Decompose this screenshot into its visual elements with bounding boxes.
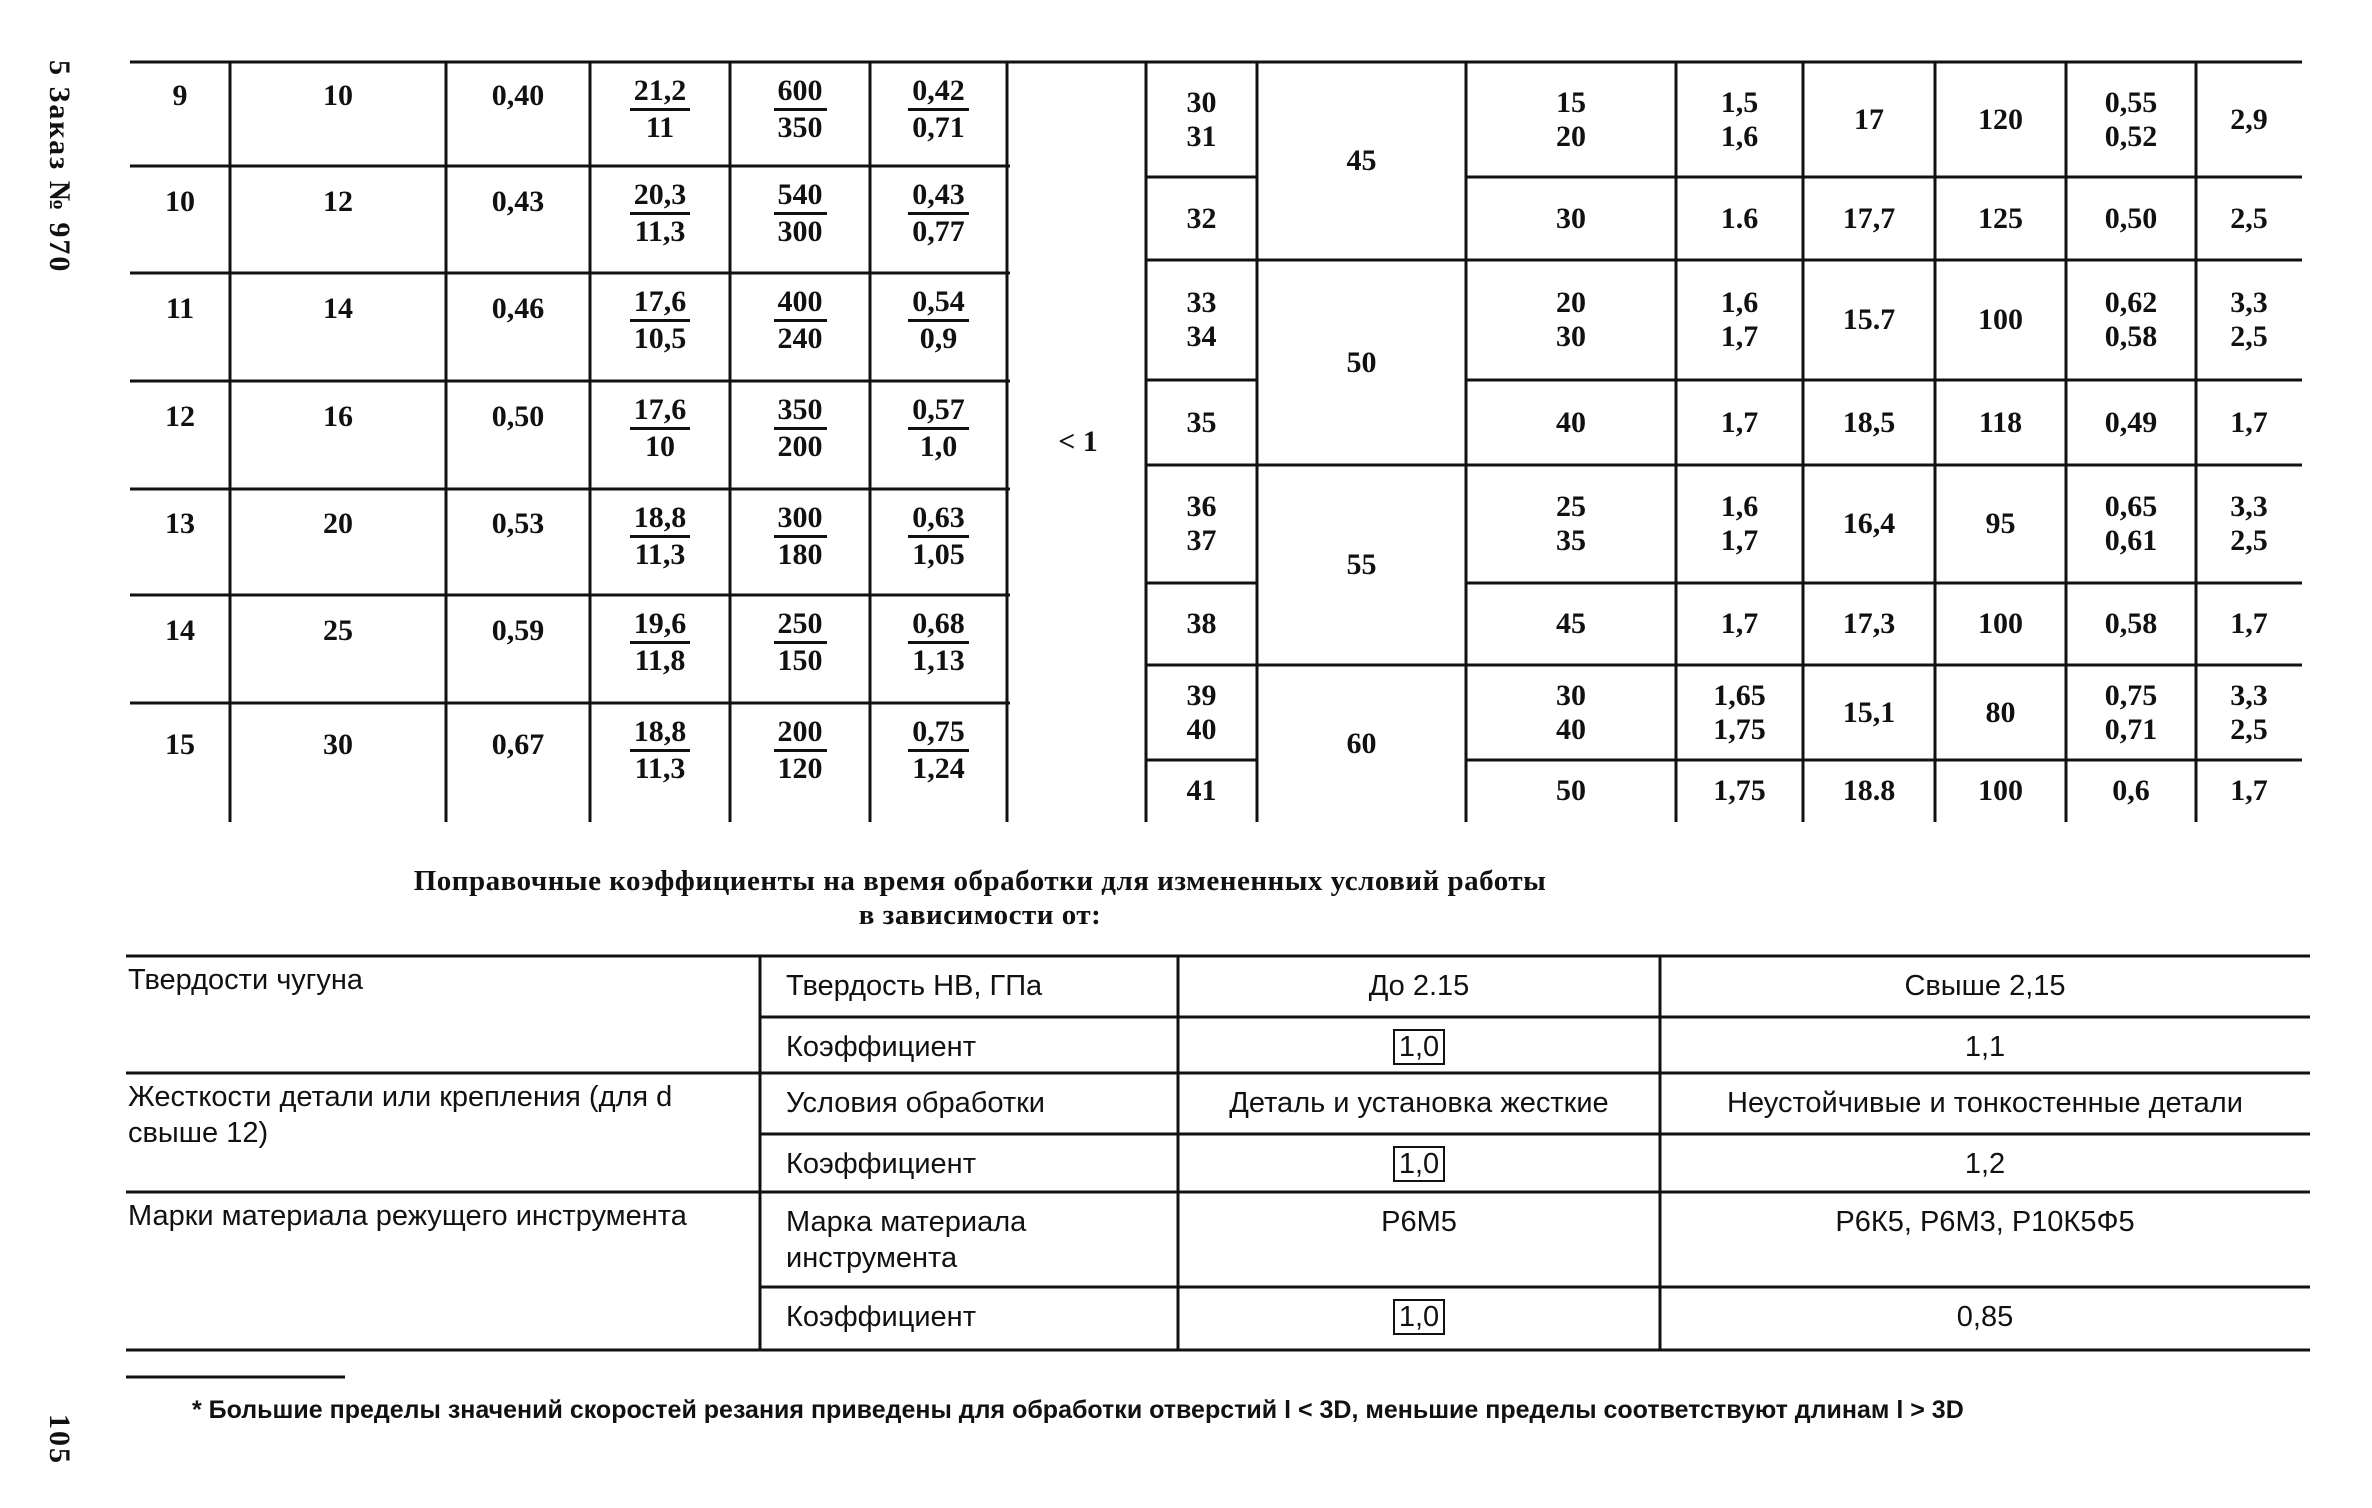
feed-value: 0,43 [491, 184, 545, 218]
page-number: 105 [43, 1414, 76, 1465]
factor-name: Твердости чугуна [128, 964, 364, 996]
feed-value: 0,46 [491, 292, 545, 325]
fraction-numerator: 17,6 [630, 285, 691, 322]
right-cell-n: 30 31 [1186, 85, 1217, 153]
right-cell-e: 0,49 [2104, 405, 2158, 439]
feed-value: 0,53 [491, 507, 545, 540]
right-cell-a: 45 [1556, 607, 1586, 640]
value-1 [1178, 1299, 1660, 1335]
right-cell-n: 35 [1186, 405, 1217, 439]
fraction-numerator: 18,8 [630, 501, 691, 538]
condition-label: Коэффициент [786, 1031, 976, 1063]
fraction-denominator: 11,8 [634, 644, 686, 677]
right-cell-n: 38 [1186, 607, 1217, 640]
fraction-numerator: 19,6 [630, 607, 691, 644]
fraction-numerator: 18,8 [630, 715, 691, 752]
right-cell-a: 40 [1556, 405, 1586, 439]
fraction-denominator: 11,3 [634, 215, 686, 248]
right-cell-c: 18,5 [1842, 405, 1896, 439]
caption-line-2: в зависимости от: [858, 899, 1102, 931]
drill-diameter: 20 [323, 507, 353, 540]
fraction-denominator: 11 [645, 111, 675, 144]
fraction-cell [870, 74, 1007, 145]
fraction-denominator: 150 [777, 644, 823, 677]
fraction-numerator: 400 [774, 285, 827, 322]
right-cell-b: 1,5 1,6 [1720, 85, 1759, 153]
fraction-cell [730, 607, 870, 678]
row-number: 14 [165, 614, 195, 647]
row-number: 10 [165, 184, 195, 218]
fraction-numerator: 200 [774, 715, 827, 752]
right-cell-d: 100 [1978, 303, 2023, 336]
right-cell-e: 0,6 [2112, 774, 2150, 807]
right-cell-d: 120 [1978, 102, 2023, 136]
right-cell-n: 39 40 [1186, 678, 1217, 746]
condition-label: Коэффициент [786, 1148, 976, 1180]
right-cell-f: 3,3 2,5 [2230, 490, 2268, 557]
fraction-denominator: 1,05 [912, 538, 965, 571]
row-number: 13 [165, 507, 195, 540]
right-cell-f: 1,7 [2230, 405, 2268, 439]
fraction-denominator: 1,13 [912, 644, 965, 677]
row-number: 15 [165, 727, 195, 761]
fraction-numerator: 0,54 [908, 285, 969, 322]
drill-diameter: 12 [323, 184, 353, 218]
fraction-cell [870, 501, 1007, 572]
value-1 [1178, 1085, 1660, 1121]
value-1-text: Р6М5 [1381, 1206, 1457, 1238]
right-cell-f: 1,7 [2230, 607, 2268, 640]
drill-diameter: 10 [323, 79, 353, 112]
fraction-numerator: 0,42 [908, 74, 969, 111]
right-cell-a: 30 [1556, 201, 1586, 235]
right-cell-e: 0,50 [2104, 201, 2158, 235]
right-cell-f: 3,3 2,5 [2230, 678, 2268, 746]
value-1-text: Деталь и установка жесткие [1229, 1087, 1609, 1119]
right-cell-c: 18.8 [1842, 774, 1896, 807]
right-cell-b: 1,75 [1713, 774, 1766, 807]
value-1 [1178, 1204, 1660, 1240]
right-cell-c: 17,3 [1842, 607, 1896, 640]
right-cell-b: 1,65 1,75 [1713, 678, 1766, 746]
fraction-numerator: 17,6 [630, 393, 691, 430]
condition-label: Марка материала инструмента [786, 1206, 1027, 1274]
boxed-coefficient: 1,0 [1393, 1029, 1445, 1065]
value-2: 1,1 [1964, 1031, 2006, 1063]
fraction-numerator: 0,43 [908, 178, 969, 215]
condition-label: Твердость НВ, ГПа [786, 970, 1043, 1002]
fraction-cell [870, 393, 1007, 464]
fraction-denominator: 350 [777, 111, 823, 144]
right-cell-e: 0,62 0,58 [2104, 286, 2158, 353]
right-cell-d: 80 [1985, 695, 2016, 729]
right-cell-c: 16,4 [1842, 507, 1896, 540]
fraction-denominator: 1,24 [912, 752, 965, 785]
speed-group: 55 [1346, 548, 1377, 581]
right-cell-a: 50 [1556, 774, 1586, 807]
feed-value: 0,50 [491, 400, 545, 433]
row-number: 9 [172, 79, 188, 112]
fraction-cell [730, 285, 870, 356]
fraction-denominator: 0,9 [919, 322, 958, 355]
right-cell-n: 33 34 [1186, 286, 1217, 353]
fraction-denominator: 0,77 [912, 215, 965, 248]
right-cell-c: 17 [1854, 102, 1884, 136]
right-cell-a: 30 40 [1556, 678, 1586, 746]
order-label: 5 Заказ № 970 [43, 60, 76, 274]
right-cell-c: 15.7 [1842, 303, 1896, 336]
caption-line-1: Поправочные коэффициенты на время обработки для измененных условий работы [413, 865, 1547, 897]
fraction-denominator: 300 [777, 215, 823, 248]
drill-diameter: 30 [323, 727, 353, 761]
drill-diameter: 14 [323, 292, 353, 325]
drill-diameter: 16 [323, 400, 353, 433]
right-cell-d: 118 [1978, 405, 2023, 439]
right-cell-e: 0,75 0,71 [2104, 678, 2158, 746]
fraction-cell [590, 501, 730, 572]
fraction-numerator: 540 [774, 178, 827, 215]
right-cell-f: 2,5 [2230, 201, 2268, 235]
feed-value: 0,67 [491, 727, 545, 761]
right-cell-b: 1,6 1,7 [1720, 286, 1759, 353]
right-cell-b: 1,7 [1720, 607, 1759, 640]
right-cell-e: 0,58 [2104, 607, 2158, 640]
value-2: 1,2 [1964, 1148, 2006, 1180]
row-number: 11 [165, 292, 195, 325]
footnote: * Большие пределы значений скоростей резания приведены для обработки отверстий l < 3D, меньшие пределы соответствуют длинам l > 3D [192, 1396, 1964, 1424]
feed-value: 0,40 [491, 79, 545, 112]
fraction-numerator: 350 [774, 393, 827, 430]
value-2: Р6К5, Р6М3, Р10К5Ф5 [1835, 1206, 2135, 1238]
right-cell-d: 100 [1978, 607, 2023, 640]
right-cell-a: 15 20 [1556, 85, 1586, 153]
row-number: 12 [165, 400, 195, 433]
fraction-denominator: 200 [777, 430, 823, 463]
fraction-cell [590, 178, 730, 249]
right-cell-e: 0,65 0,61 [2104, 490, 2158, 557]
boxed-coefficient: 1,0 [1393, 1146, 1445, 1182]
right-cell-n: 32 [1186, 201, 1217, 235]
fraction-cell [730, 715, 870, 786]
value-1-text: До 2.15 [1368, 970, 1470, 1002]
right-cell-b: 1.6 [1720, 201, 1759, 235]
fraction-denominator: 11,3 [634, 752, 686, 785]
fraction-numerator: 21,2 [630, 74, 691, 111]
fraction-numerator: 250 [774, 607, 827, 644]
fraction-cell [590, 285, 730, 356]
value-2: Свыше 2,15 [1904, 970, 2066, 1002]
right-cell-d: 95 [1985, 507, 2016, 540]
fraction-cell [590, 74, 730, 145]
fraction-cell [590, 607, 730, 678]
speed-group: 50 [1346, 345, 1377, 379]
value-2: 0,85 [1956, 1301, 2014, 1333]
fraction-denominator: 11,3 [634, 538, 686, 571]
fraction-cell [730, 393, 870, 464]
value-1 [1178, 968, 1660, 1004]
fraction-denominator: 10,5 [633, 322, 687, 355]
factor-name: Марки материала режущего инструмента [128, 1200, 687, 1232]
fraction-denominator: 120 [777, 752, 823, 785]
right-cell-f: 2,9 [2230, 102, 2268, 136]
fraction-cell [870, 607, 1007, 678]
fraction-cell [730, 501, 870, 572]
right-cell-n: 41 [1186, 774, 1217, 807]
fraction-denominator: 0,71 [912, 111, 965, 144]
fraction-cell [590, 393, 730, 464]
right-cell-d: 125 [1978, 201, 2023, 235]
right-cell-a: 25 35 [1556, 490, 1586, 557]
fraction-denominator: 240 [777, 322, 823, 355]
fraction-cell [730, 74, 870, 145]
right-cell-e: 0,55 0,52 [2104, 85, 2158, 153]
merged-feed-cell: < 1 [1058, 425, 1098, 458]
fraction-denominator: 10 [645, 430, 675, 463]
fraction-cell [730, 178, 870, 249]
fraction-numerator: 0,63 [908, 501, 969, 538]
right-cell-f: 3,3 2,5 [2230, 286, 2268, 353]
condition-label: Коэффициент [786, 1301, 976, 1333]
fraction-numerator: 0,57 [908, 393, 969, 430]
fraction-denominator: 180 [777, 538, 823, 571]
drill-diameter: 25 [323, 614, 353, 647]
right-cell-b: 1,6 1,7 [1720, 490, 1759, 557]
fraction-numerator: 0,68 [908, 607, 969, 644]
feed-value: 0,59 [491, 614, 545, 647]
right-cell-d: 100 [1978, 774, 2023, 807]
right-cell-c: 15,1 [1842, 695, 1896, 729]
right-cell-f: 1,7 [2230, 774, 2268, 807]
value-1 [1178, 1146, 1660, 1182]
boxed-coefficient: 1,0 [1393, 1299, 1445, 1335]
right-cell-c: 17,7 [1842, 201, 1896, 235]
speed-group: 45 [1346, 144, 1377, 177]
fraction-numerator: 300 [774, 501, 827, 538]
fraction-numerator: 20,3 [630, 178, 691, 215]
fraction-denominator: 1,0 [919, 430, 958, 463]
right-cell-a: 20 30 [1556, 286, 1586, 353]
value-1 [1178, 1029, 1660, 1065]
right-cell-b: 1,7 [1720, 405, 1759, 439]
fraction-cell [870, 285, 1007, 356]
speed-group: 60 [1346, 726, 1377, 760]
right-cell-n: 36 37 [1186, 490, 1217, 557]
fraction-numerator: 0,75 [908, 715, 969, 752]
value-2: Неустойчивые и тонкостенные детали [1727, 1087, 2243, 1119]
fraction-cell [870, 178, 1007, 249]
fraction-cell [590, 715, 730, 786]
condition-label: Условия обработки [786, 1087, 1045, 1119]
fraction-numerator: 600 [774, 74, 827, 111]
factor-name: Жесткости детали или крепления (для d свыше 12) [128, 1081, 673, 1149]
fraction-cell [870, 715, 1007, 786]
